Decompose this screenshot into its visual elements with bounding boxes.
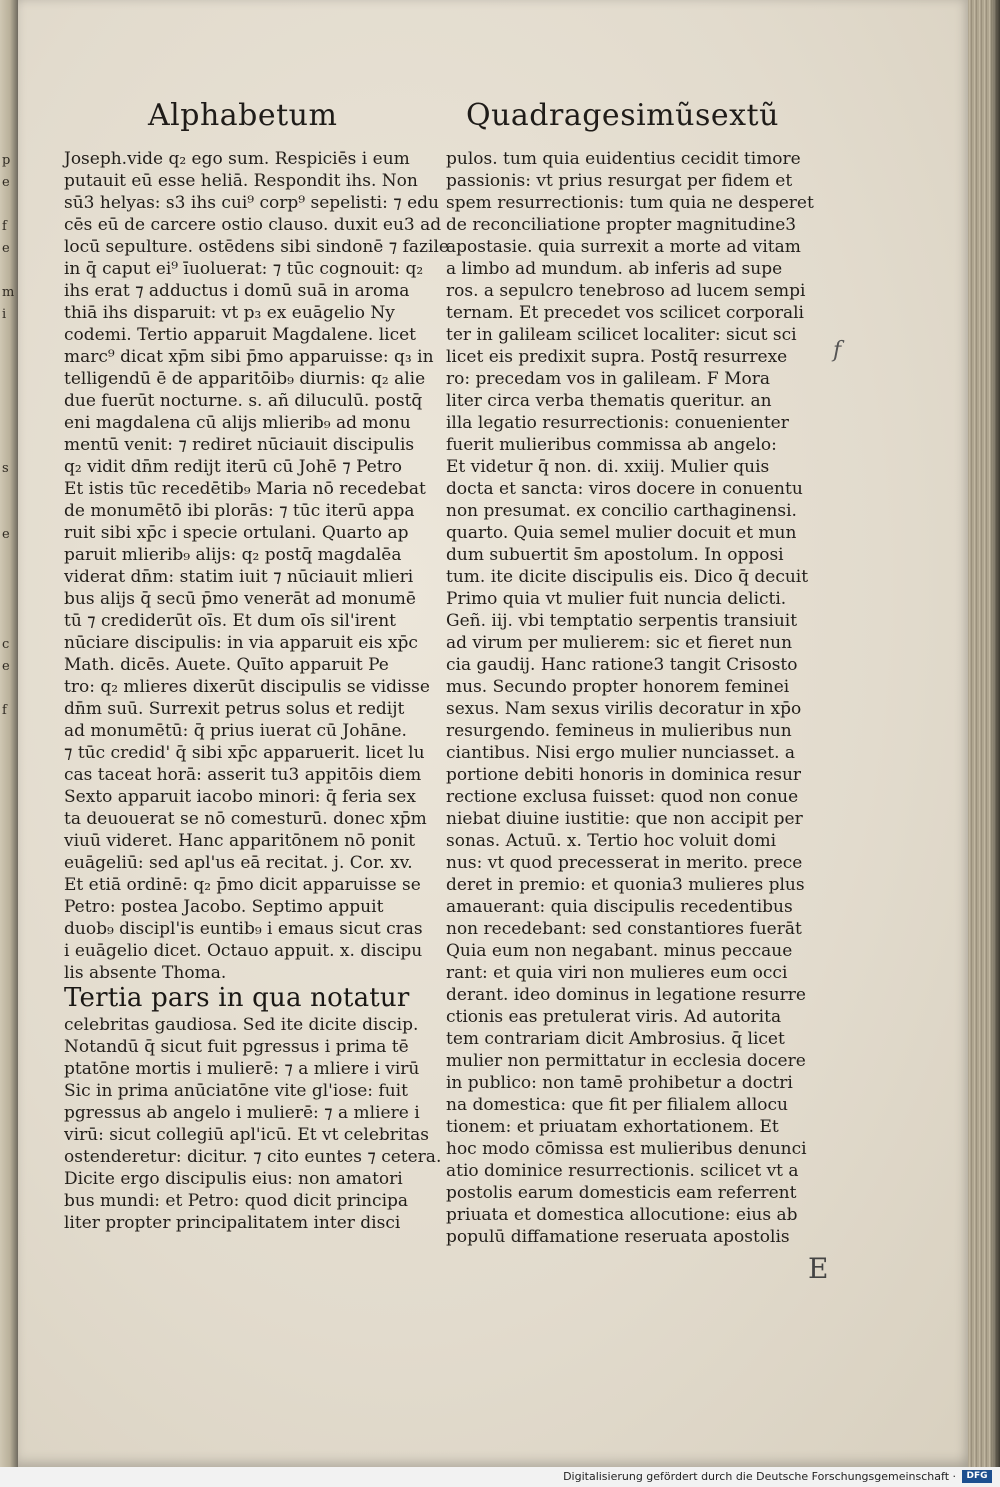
text-line: telligendū ē de apparitōib₉ diurnis: q₂ alie	[64, 369, 426, 389]
text-line: sū3 helyas: s3 ihs cui⁹ corp⁹ sepelisti: ⁊ edu	[64, 193, 439, 213]
text-line: celebritas gaudiosa. Sed ite dicite discip.	[64, 1015, 419, 1035]
text-line: nus: vt quod precesserat in merito. prece	[446, 853, 803, 873]
text-line: de reconciliatione propter magnitudine3	[446, 215, 797, 235]
text-line: rant: et quia viri non mulieres eum occi	[446, 963, 788, 983]
text-line: non presumat. ex concilio carthaginensi.	[446, 501, 797, 521]
text-line: due fuerūt nocturne. s. añ diluculū. postq̄	[64, 391, 423, 411]
text-line: tionem: et priuatam exhortationem. Et	[446, 1117, 779, 1137]
text-line: apostasie. quia surrexit a morte ad vitam	[446, 237, 801, 257]
text-line: rectione exclusa fuisset: quod non conue	[446, 787, 799, 807]
text-column-right	[446, 148, 814, 1248]
book-fore-edge	[968, 0, 1000, 1467]
text-line: Petro: postea Jacobo. Septimo appuit	[64, 897, 384, 917]
text-line: Joseph.vide q₂ ego sum. Respiciēs i eum	[64, 149, 410, 169]
text-line: Et istis tūc recedētib₉ Maria nō recedebat	[64, 479, 426, 499]
edge-letter: f	[2, 219, 7, 234]
previous-page-edge-text	[2, 150, 15, 744]
text-line: ruit sibi xp̄c i specie ortulani. Quarto ap	[64, 523, 409, 543]
edge-letter: p	[2, 153, 11, 168]
text-line: virū: sicut collegiū apl'icū. Et vt celebritas	[64, 1125, 430, 1145]
text-line: docta et sancta: viros docere in conuentu	[446, 479, 803, 499]
edge-letter	[2, 260, 12, 282]
text-line: dn̄m suū. Surrexit petrus solus et redijt	[64, 699, 405, 719]
text-line: liter circa verba thematis queritur. an	[446, 391, 772, 411]
text-line: ihs erat ⁊ adductus i domū suā in aroma	[64, 281, 410, 301]
book-page	[18, 0, 970, 1467]
text-line: illa legatio resurrectionis: conuenienter	[446, 413, 789, 433]
text-line: niebat diuine iustitie: que non accipit per	[446, 809, 803, 829]
marginal-annotation-e: E	[808, 1252, 829, 1285]
text-line: bus alijs q̄ secū p̄mo venerāt ad monumē	[64, 589, 416, 609]
text-line: viuū videret. Hanc apparitōnem nō ponit	[64, 831, 416, 851]
edge-letter	[2, 480, 12, 502]
text-line: ctionis eas pretulerat viris. Ad autorita	[446, 1007, 782, 1027]
text-line: nūciare discipulis: in via apparuit eis xp̄c	[64, 633, 418, 653]
edge-letter	[2, 436, 12, 458]
running-head-right: Quadragesimũsextũ	[466, 98, 779, 133]
marginal-annotation-f: f	[833, 338, 842, 363]
text-line: derant. ideo dominus in legatione resurre	[446, 985, 806, 1005]
text-line: mentū venit: ⁊ rediret nūciauit discipulis	[64, 435, 415, 455]
text-line: priuata et domestica allocutione: eius ab	[446, 1205, 798, 1225]
edge-letter: s	[2, 461, 9, 476]
text-line: postolis earum domesticis eam referrent	[446, 1183, 797, 1203]
text-line: passionis: vt prius resurgat per fidem et	[446, 171, 793, 191]
text-line: cēs eū de carcere ostio clauso. duxit eu3 ad	[64, 215, 442, 235]
text-line: viderat dn̄m: statim iuit ⁊ nūciauit mlieri	[64, 567, 414, 587]
text-line: licet eis predixit supra. Postq̄ resurrexe	[446, 347, 788, 367]
edge-letter	[2, 568, 12, 590]
edge-letter	[2, 722, 12, 744]
text-line: lis absente Thoma.	[64, 963, 227, 983]
edge-letter: e	[2, 527, 10, 542]
text-line: Sic in prima anūciatōne vite gl'iose: fuit	[64, 1081, 408, 1101]
text-line: tū ⁊ crediderūt oīs. Et dum oīs sil'irent	[64, 611, 396, 631]
text-line: locū sepulture. ostēdens sibi sindonē ⁊ fazile	[64, 237, 449, 257]
text-line: na domestica: que fit per filialem allocu	[446, 1095, 788, 1115]
text-line: mulier non permittatur in ecclesia docere	[446, 1051, 806, 1071]
text-line: hoc modo cōmissa est mulieribus denunci	[446, 1139, 807, 1159]
text-line: mus. Secundo propter honorem feminei	[446, 677, 790, 697]
text-line: marc⁹ dicat xp̄m sibi p̄mo apparuisse: q₃ in	[64, 347, 434, 367]
text-line: liter propter principalitatem inter disci	[64, 1213, 401, 1233]
edge-letter	[2, 370, 12, 392]
text-line: codemi. Tertio apparuit Magdalene. licet	[64, 325, 417, 345]
text-line: Primo quia vt mulier fuit nuncia delicti.	[446, 589, 787, 609]
text-line: pulos. tum quia euidentius cecidit timore	[446, 149, 801, 169]
edge-letter: f	[2, 703, 7, 718]
text-line: tem contrariam dicit Ambrosius. q̄ licet	[446, 1029, 785, 1049]
text-line: ro: precedam vos in galileam. F Mora	[446, 369, 770, 389]
section-heading: Tertia pars in qua notatur	[64, 983, 410, 1013]
text-line: sonas. Actuū. x. Tertio hoc voluit domi	[446, 831, 777, 851]
edge-letter: i	[2, 307, 7, 322]
edge-letter	[2, 546, 12, 568]
edge-letter: e	[2, 659, 10, 674]
text-line: tro: q₂ mlieres dixerūt discipulis se vidisse	[64, 677, 430, 697]
text-line: ternam. Et precedet vos scilicet corporali	[446, 303, 804, 323]
text-line: pgressus ab angelo i mulierē: ⁊ a mliere i	[64, 1103, 420, 1123]
edge-letter	[2, 348, 12, 370]
text-line: spem resurrectionis: tum quia ne desperet	[446, 193, 814, 213]
digitization-footer	[0, 1467, 1000, 1487]
text-line: ros. a sepulcro tenebroso ad lucem sempi	[446, 281, 806, 301]
text-line: eni magdalena cū alijs mlierib₉ ad monu	[64, 413, 411, 433]
previous-page-edge	[0, 0, 18, 1467]
text-line: in q̄ caput ei⁹ īuoluerat: ⁊ tūc cognouit: q₂	[64, 259, 424, 279]
edge-letter	[2, 194, 12, 216]
text-line: in publico: non tamē prohibetur a doctri	[446, 1073, 793, 1093]
text-line: populū diffamatione reseruata apostolis	[446, 1227, 790, 1247]
text-line: ter in galileam scilicet localiter: sicut sci	[446, 325, 797, 345]
text-line: ta deuouerat se nō comesturū. donec xp̄m	[64, 809, 427, 829]
footer-credit-text: Digitalisierung gefördert durch die Deutsche Forschungsgemeinschaft ·	[563, 1470, 956, 1483]
edge-letter: e	[2, 175, 10, 190]
text-line: fuerit mulieribus commissa ab angelo:	[446, 435, 777, 455]
text-line: de monumētō ibi plorās: ⁊ tūc iterū appa	[64, 501, 415, 521]
text-line: ⁊ tūc credid' q̄ sibi xp̄c apparuerit. licet lu	[64, 743, 425, 763]
text-line: a limbo ad mundum. ab inferis ad supe	[446, 259, 783, 279]
text-line: Et videtur q̄ non. di. xxiij. Mulier quis	[446, 457, 770, 477]
text-line: amauerant: quia discipulis recedentibus	[446, 897, 793, 917]
text-line: ptatōne mortis i mulierē: ⁊ a mliere i virū	[64, 1059, 420, 1079]
edge-letter	[2, 326, 12, 348]
text-line: atio dominice resurrectionis. scilicet vt a	[446, 1161, 799, 1181]
text-line: ad virum per mulierem: sic et fieret nun	[446, 633, 793, 653]
column-left-tail	[64, 1014, 442, 1234]
text-line: putauit eū esse heliā. Respondit ihs. Non	[64, 171, 418, 191]
edge-letter: c	[2, 637, 10, 652]
text-line: Dicite ergo discipulis eius: non amatori	[64, 1169, 403, 1189]
text-line: ad monumētū: q̄ prius iuerat cū Johāne.	[64, 721, 407, 741]
edge-letter	[2, 502, 12, 524]
text-line: ostenderetur: dicitur. ⁊ cito euntes ⁊ cetera.	[64, 1147, 442, 1167]
text-line: cia gaudij. Hanc ratione3 tangit Crisosto	[446, 655, 798, 675]
edge-letter	[2, 678, 12, 700]
text-line: Geñ. iij. vbi temptatio serpentis transiuit	[446, 611, 798, 631]
edge-letter	[2, 392, 12, 414]
column-left-body	[64, 148, 449, 984]
text-line: resurgendo. femineus in mulieribus nun	[446, 721, 792, 741]
text-line: i euāgelio dicet. Octauo appuit. x. discipu	[64, 941, 423, 961]
text-line: quarto. Quia semel mulier docuit et mun	[446, 523, 797, 543]
edge-letter	[2, 414, 12, 436]
text-line: bus mundi: et Petro: quod dicit principa	[64, 1191, 409, 1211]
text-line: non recedebant: sed constantiores fuerāt	[446, 919, 802, 939]
text-line: cas taceat horā: asserit tu3 appitōis diem	[64, 765, 422, 785]
text-line: euāgeliū: sed apl'us eā recitat. j. Cor. xv.	[64, 853, 413, 873]
edge-letter: e	[2, 241, 10, 256]
edge-letter: m	[2, 285, 15, 300]
text-line: thiā ihs disparuit: vt p₃ ex euāgelio Ny	[64, 303, 395, 323]
text-line: Quia eum non negabant. minus peccaue	[446, 941, 793, 961]
text-line: Sexto apparuit iacobo minori: q̄ feria sex	[64, 787, 416, 807]
running-head-left: Alphabetum	[148, 98, 338, 133]
text-line: tum. ite dicite discipulis eis. Dico q̄ decuit	[446, 567, 809, 587]
edge-letter	[2, 612, 12, 634]
text-line: deret in premio: et quonia3 mulieres plus	[446, 875, 805, 895]
text-line: q₂ vidit dn̄m redijt iterū cū Johē ⁊ Petro	[64, 457, 402, 477]
text-line: Et etiā ordinē: q₂ p̄mo dicit apparuisse se	[64, 875, 421, 895]
text-column-left	[64, 148, 449, 1234]
text-line: portione debiti honoris in dominica resur	[446, 765, 802, 785]
text-line: dum subuertit s̄m apostolum. In opposi	[446, 545, 784, 565]
text-line: paruit mlierib₉ alijs: q₂ postq̄ magdalēa	[64, 545, 402, 565]
dfg-logo: DFG	[962, 1470, 992, 1483]
text-line: ciantibus. Nisi ergo mulier nunciasset. a	[446, 743, 796, 763]
text-line: Notandū q̄ sicut fuit pgressus i prima tē	[64, 1037, 409, 1057]
text-line: Math. dicēs. Auete. Quīto apparuit Pe	[64, 655, 389, 675]
text-line: sexus. Nam sexus virilis decoratur in xp̄o	[446, 699, 802, 719]
edge-letter	[2, 590, 12, 612]
text-line: duob₉ discipl'is euntib₉ i emaus sicut cras	[64, 919, 423, 939]
